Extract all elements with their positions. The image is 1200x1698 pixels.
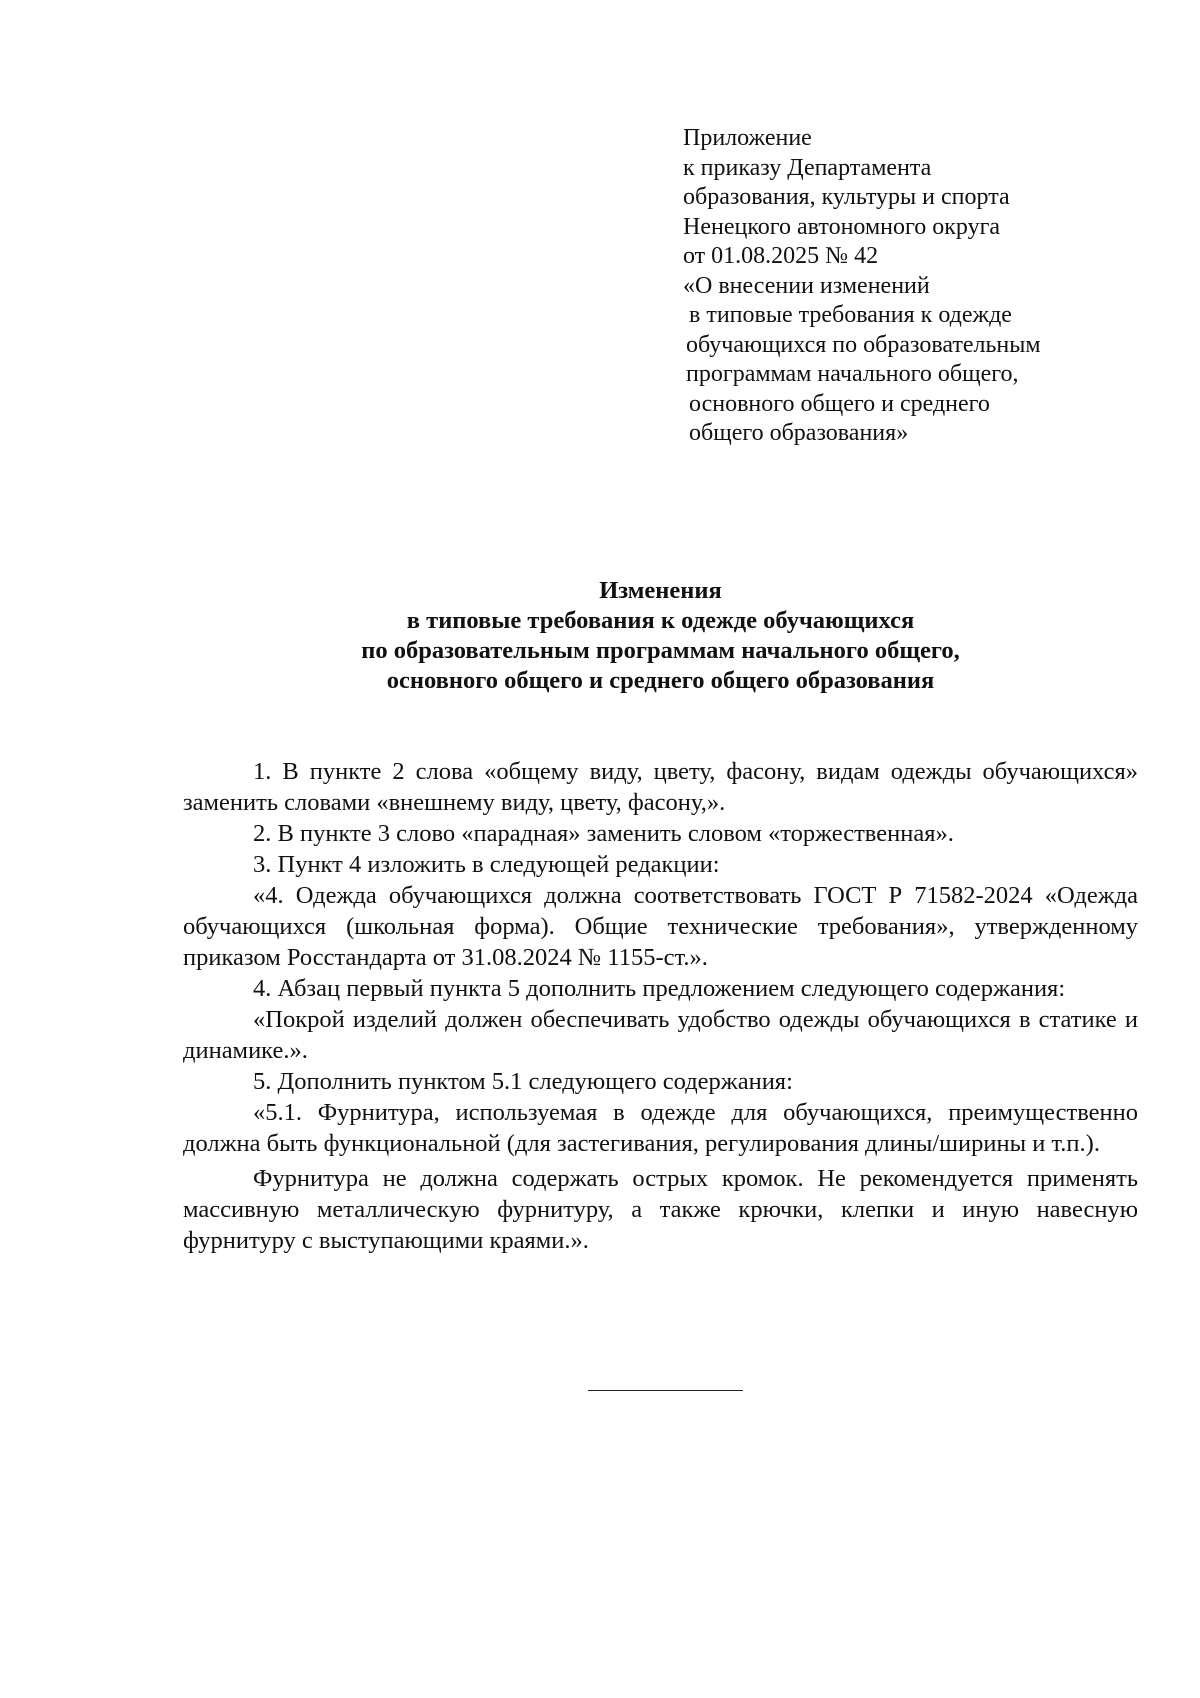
paragraph: «4. Одежда обучающихся должна соответствовать ГОСТ Р 71582-2024 «Одежда обучающихся (школьная форма). Общие технические требования», утвержденному приказом Росстандарта от 31.08.2024 № 1155-ст.». — [183, 882, 1138, 971]
paragraph: Фурнитура не должна содержать острых кромок. Не рекомендуется применять массивную металлическую фурнитуру, а также крючки, клепки и иную навесную фурнитуру с выступающими краями.». — [183, 1165, 1138, 1254]
appendix-line: от 01.08.2025 № 42 — [683, 243, 879, 269]
title-line: по образовательным программам начального общего, — [361, 637, 960, 664]
appendix-header — [683, 124, 1103, 449]
document-title — [183, 576, 1138, 696]
title-line: Изменения — [599, 577, 722, 604]
paragraph: 2. В пункте 3 слово «парадная» заменить словом «торжественная». — [253, 820, 954, 847]
paragraph: «Покрой изделий должен обеспечивать удобство одежды обучающихся в статике и динамике.». — [183, 1006, 1138, 1064]
appendix-line: основного общего и среднего — [689, 390, 990, 417]
paragraph: «5.1. Фурнитура, используемая в одежде для обучающихся, преимущественно должна быть функциональной (для застегивания, регулирования длины/ширины и т.п.). — [183, 1099, 1138, 1157]
title-line: в типовые требования к одежде обучающихся — [406, 607, 915, 634]
appendix-line: Приложение — [683, 125, 812, 151]
paragraph: 5. Дополнить пунктом 5.1 следующего содержания: — [253, 1068, 793, 1095]
appendix-line: общего образования» — [689, 420, 909, 446]
appendix-line: Ненецкого автономного округа — [683, 213, 1001, 240]
paragraph: 4. Абзац первый пункта 5 дополнить предложением следующего содержания: — [253, 975, 1066, 1002]
appendix-line: в типовые требования к одежде — [689, 302, 1012, 328]
paragraph: 3. Пункт 4 изложить в следующей редакции: — [253, 851, 720, 878]
appendix-line: к приказу Департамента — [683, 154, 932, 181]
appendix-line: программам начального общего, — [686, 361, 1019, 387]
title-line: основного общего и среднего общего образования — [386, 667, 935, 694]
end-divider — [588, 1390, 743, 1391]
paragraph: 1. В пункте 2 слова «общему виду, цвету, фасону, видам одежды обучающихся» заменить словами «внешнему виду, цвету, фасону,». — [183, 758, 1138, 816]
document-body — [183, 756, 1138, 1256]
appendix-line: «О внесении изменений — [683, 272, 930, 299]
appendix-line: обучающихся по образовательным — [686, 331, 1041, 358]
appendix-line: образования, культуры и спорта — [683, 184, 1010, 210]
